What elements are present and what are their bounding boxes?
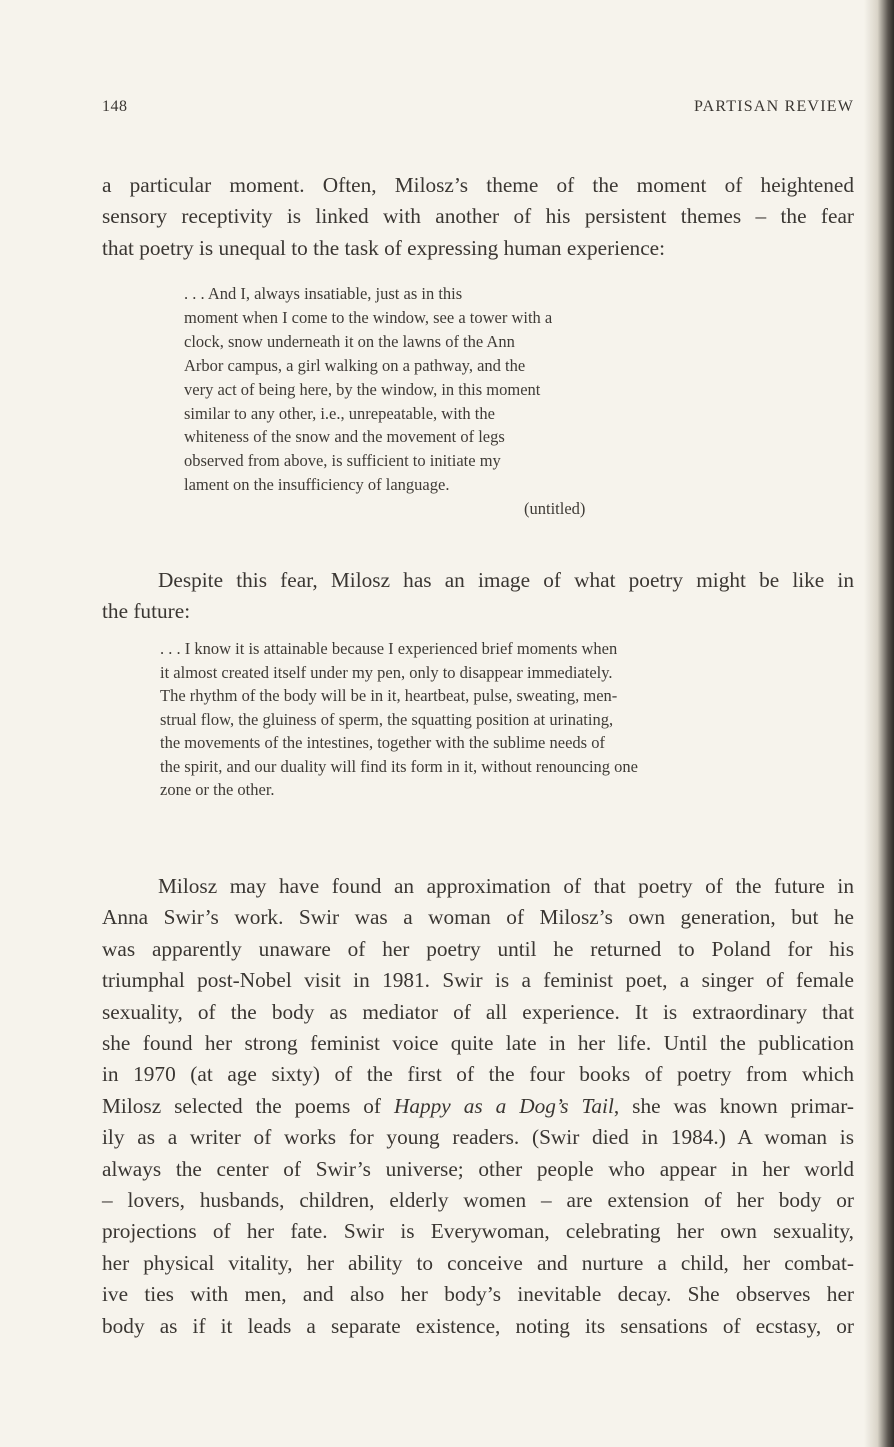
quote-line: it almost created itself under my pen, only to disappear immediately.: [160, 662, 613, 682]
text-line: [102, 1091, 854, 1122]
text-line: body as if it leads a separate existence, noting its sensations of ecstasy, or: [102, 1313, 854, 1338]
verse-line: similar to any other, i.e., unrepeatable, with the: [184, 403, 495, 423]
quote-line: The rhythm of the body will be in it, heartbeat, pulse, sweating, men-: [160, 686, 618, 705]
text-line: ive ties with men, and also her body’s inevitable decay. She observes her: [102, 1282, 854, 1307]
quote-line: the spirit, and our duality will find its form in it, without renouncing one: [160, 756, 638, 776]
text-line: in 1970 (at age sixty) of the first of the four books of poetry from which: [102, 1062, 854, 1087]
verse-line: . . . And I, always insatiable, just as in this: [184, 284, 463, 303]
text-line-end: , she was known primar-: [613, 1093, 854, 1118]
verse-line: observed from above, is sufficient to initiate my: [184, 451, 501, 471]
verse-line: lament on the insufficiency of language.: [184, 475, 450, 495]
verse-line: clock, snow underneath it on the lawns of the Ann: [184, 331, 515, 351]
text-line: projections of her fate. Swir is Everywoman, celebrating her own sexuality,: [102, 1219, 854, 1244]
verse-line: Arbor campus, a girl walking on a pathway, and the: [184, 355, 526, 375]
quote-line: the movements of the intestines, together with the sublime needs of: [160, 733, 605, 752]
verse-quotation: [184, 282, 744, 521]
page-number: 148: [102, 98, 128, 115]
text-line: triumphal post-Nobel visit in 1981. Swir is a feminist poet, a singer of female: [102, 968, 854, 993]
text-line: the future:: [102, 599, 191, 624]
text-line: Milosz may have found an approximation of that poetry of the future in: [158, 874, 854, 898]
paragraph-2: [102, 565, 854, 628]
verse-line: very act of being here, by the window, in this moment: [184, 379, 541, 399]
text-line: a particular moment. Often, Milosz’s theme of the moment of heightened: [102, 173, 854, 197]
text-line: sensory receptivity is linked with another of his persistent themes – the fear: [102, 204, 854, 229]
quote-attribution: (untitled): [524, 499, 586, 519]
quote-line: zone or the other.: [160, 780, 275, 799]
verse-line: whiteness of the snow and the movement of legs: [184, 427, 505, 447]
prose-quotation: [160, 637, 856, 802]
text-line: sexuality, of the body as mediator of all experience. It is extraordinary that: [102, 999, 854, 1024]
page-binding-edge: [864, 0, 894, 1447]
journal-title: PARTISAN REVIEW: [693, 98, 854, 115]
text-line: – lovers, husbands, children, elderly women – are extension of her body or: [102, 1188, 854, 1213]
quote-line: . . . I know it is attainable because I experienced brief moments when: [160, 639, 618, 658]
text-line-start: Milosz selected the poems of: [102, 1093, 381, 1118]
text-line: was apparently unaware of her poetry until he returned to Poland for his: [102, 936, 854, 961]
text-line: her physical vitality, her ability to conceive and nurture a child, her combat-: [102, 1250, 854, 1275]
quote-line: strual flow, the gluiness of sperm, the squatting position at urinating,: [160, 709, 614, 729]
book-title: Happy as a Dog’s Tail: [393, 1093, 614, 1118]
paragraph-3: [102, 871, 854, 1342]
verse-line: moment when I come to the window, see a tower with a: [184, 307, 553, 327]
text-line: she found her strong feminist voice quite late in her life. Until the publication: [102, 1031, 854, 1056]
text-line: that poetry is unequal to the task of expressing human experience:: [102, 235, 666, 260]
text-line: always the center of Swir’s universe; other people who appear in her world: [102, 1156, 854, 1181]
text-line: Anna Swir’s work. Swir was a woman of Milosz’s own generation, but he: [102, 905, 854, 930]
running-head: [102, 98, 854, 122]
text-line: ily as a writer of works for young readers. (Swir died in 1984.) A woman is: [102, 1125, 854, 1150]
text-line: Despite this fear, Milosz has an image of what poetry might be like in: [158, 568, 854, 592]
paragraph-1: [102, 170, 854, 264]
